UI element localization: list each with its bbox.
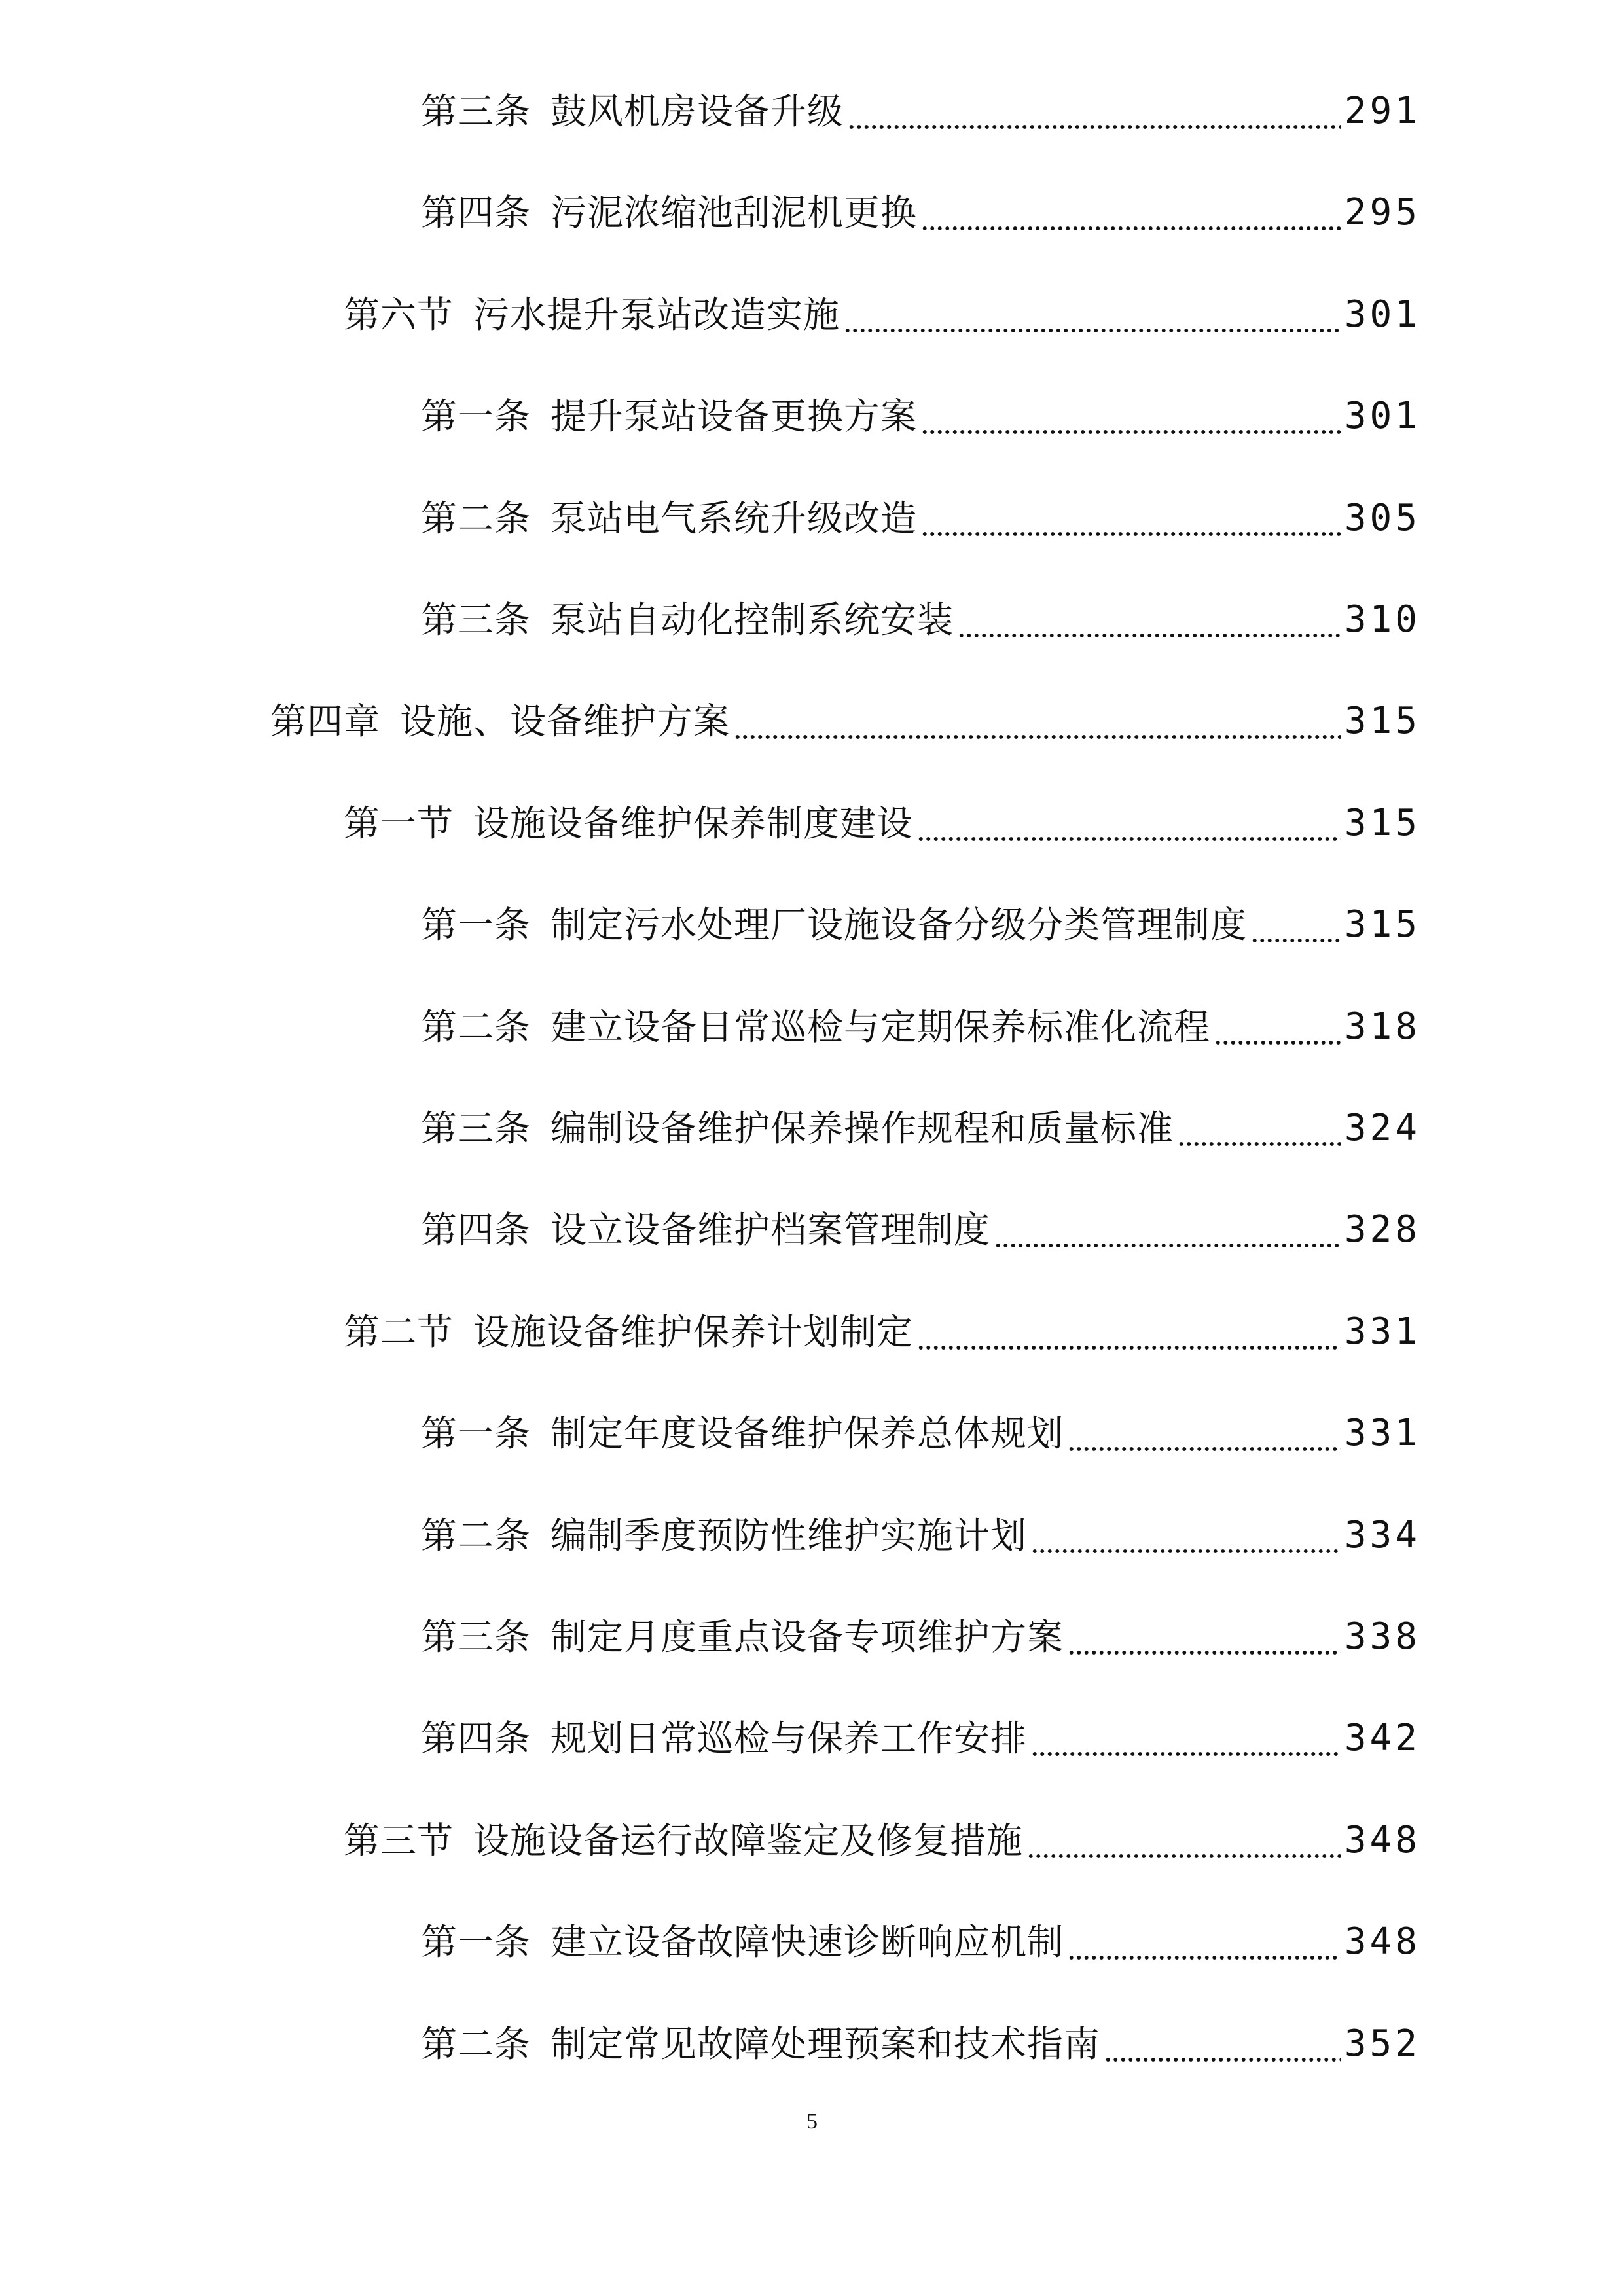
toc-entry-number: 第二条 xyxy=(421,497,532,539)
toc-entry[interactable] xyxy=(0,1798,1420,1863)
toc-entry-label xyxy=(421,190,917,236)
toc-entry[interactable] xyxy=(0,1187,1420,1253)
toc-entry[interactable] xyxy=(0,781,1420,846)
toc-entry-label xyxy=(421,1004,1210,1050)
toc-entry-page: 305 xyxy=(1344,497,1420,539)
toc-dot-leader xyxy=(958,597,1341,643)
toc-dot-leader xyxy=(917,800,1341,846)
toc-entry-label xyxy=(421,1105,1174,1151)
toc-dot-leader xyxy=(1068,1410,1341,1456)
toc-entry-label xyxy=(421,495,917,541)
toc-entry-page: 331 xyxy=(1344,1412,1420,1454)
toc-entry[interactable] xyxy=(0,577,1420,643)
toc-entry-title: 建立设备故障快速诊断响应机制 xyxy=(550,1921,1064,1963)
toc-entry-page: 315 xyxy=(1344,802,1420,844)
toc-entry-title: 编制季度预防性维护实施计划 xyxy=(550,1515,1028,1556)
toc-entry-page: 315 xyxy=(1344,903,1420,946)
toc-dot-leader xyxy=(921,495,1341,541)
toc-entry-title: 制定污水处理厂设施设备分级分类管理制度 xyxy=(550,904,1248,946)
toc-dot-leader xyxy=(994,1207,1341,1253)
toc-dot-leader xyxy=(848,88,1341,134)
toc-entry-title: 鼓风机房设备升级 xyxy=(550,90,844,132)
toc-dot-leader xyxy=(734,698,1341,744)
toc-entry-label xyxy=(421,1513,1027,1558)
toc-entry-page: 334 xyxy=(1344,1514,1420,1556)
toc-entry-label xyxy=(421,2021,1100,2067)
toc-entry-number: 第一条 xyxy=(421,395,532,437)
toc-entry-label xyxy=(421,1410,1064,1456)
toc-entry-title: 泵站自动化控制系统安装 xyxy=(550,599,954,641)
toc-entry-number: 第二节 xyxy=(344,1311,454,1353)
toc-entry-page: 348 xyxy=(1344,1920,1420,1963)
toc-entry-number: 第四条 xyxy=(421,1209,532,1251)
toc-entry-title: 编制设备维护保养操作规程和质量标准 xyxy=(550,1107,1174,1149)
toc-entry-title: 设施、设备维护方案 xyxy=(400,700,731,742)
toc-entry-page: 301 xyxy=(1344,395,1420,437)
toc-entry[interactable] xyxy=(0,1391,1420,1456)
toc-entry-title: 制定月度重点设备专项维护方案 xyxy=(550,1616,1064,1658)
toc-entry[interactable] xyxy=(0,272,1420,338)
toc-entry-page: 348 xyxy=(1344,1819,1420,1861)
toc-entry-title: 制定常见故障处理预案和技术指南 xyxy=(550,2023,1101,2065)
toc-entry-page: 342 xyxy=(1344,1717,1420,1759)
toc-entry-label xyxy=(344,800,913,846)
toc-entry-label xyxy=(421,88,844,134)
toc-dot-leader xyxy=(1027,1818,1341,1863)
toc-entry-number: 第四条 xyxy=(421,1717,532,1759)
toc-entry-title: 建立设备日常巡检与定期保养标准化流程 xyxy=(550,1006,1211,1048)
toc-entry[interactable] xyxy=(0,476,1420,541)
toc-entry-page: 315 xyxy=(1344,700,1420,742)
toc-entry[interactable] xyxy=(0,1289,1420,1355)
toc-entry-page: 310 xyxy=(1344,598,1420,641)
toc-entry-title: 泵站电气系统升级改造 xyxy=(550,497,918,539)
toc-entry-label xyxy=(344,1309,913,1355)
toc-entry-number: 第二条 xyxy=(421,2023,532,2065)
toc-entry-label xyxy=(421,1614,1064,1660)
toc-dot-leader xyxy=(1068,1614,1341,1660)
toc-entry-page: 301 xyxy=(1344,293,1420,336)
toc-entry[interactable] xyxy=(0,374,1420,439)
toc-entry-title: 提升泵站设备更换方案 xyxy=(550,395,918,437)
toc-entry-page: 324 xyxy=(1344,1107,1420,1149)
toc-entry-label xyxy=(421,1207,990,1253)
toc-entry-number: 第三条 xyxy=(421,1616,532,1658)
toc-entry-label xyxy=(421,1715,1027,1761)
toc-entry-title: 设施设备运行故障鉴定及修复措施 xyxy=(473,1820,1024,1861)
toc-entry-page: 295 xyxy=(1344,191,1420,234)
toc-entry-label xyxy=(421,902,1247,948)
toc-entry-label xyxy=(421,393,917,439)
toc-entry-label xyxy=(421,597,954,643)
toc-entry[interactable] xyxy=(0,1899,1420,1965)
toc-entry-label xyxy=(344,292,840,338)
toc-entry[interactable] xyxy=(0,2001,1420,2067)
toc-entry[interactable] xyxy=(0,882,1420,948)
toc-entry-number: 第三条 xyxy=(421,1107,532,1149)
toc-entry[interactable] xyxy=(0,679,1420,744)
toc-entry-number: 第二条 xyxy=(421,1515,532,1556)
toc-entry-label xyxy=(270,698,730,744)
toc-dot-leader xyxy=(1178,1105,1341,1151)
toc-entry-number: 第一条 xyxy=(421,904,532,946)
toc-dot-leader xyxy=(921,190,1341,236)
toc-dot-leader xyxy=(1214,1004,1341,1050)
toc-entry-page: 328 xyxy=(1344,1208,1420,1251)
toc-entry-number: 第三节 xyxy=(344,1820,454,1861)
toc-dot-leader xyxy=(1068,1919,1341,1965)
toc-entry[interactable] xyxy=(0,984,1420,1050)
toc-entry-page: 352 xyxy=(1344,2022,1420,2065)
toc-entry-number: 第二条 xyxy=(421,1006,532,1048)
toc-dot-leader xyxy=(921,393,1341,439)
toc-dot-leader xyxy=(917,1309,1341,1355)
page-number: 5 xyxy=(806,2109,818,2134)
toc-entry[interactable] xyxy=(0,1696,1420,1761)
toc-entry-title: 设施设备维护保养计划制定 xyxy=(473,1311,914,1353)
toc-entry-number: 第一条 xyxy=(421,1921,532,1963)
toc-entry[interactable] xyxy=(0,1086,1420,1151)
toc-entry-page: 291 xyxy=(1344,90,1420,132)
toc-entry-page: 318 xyxy=(1344,1005,1420,1048)
toc-entry-page: 331 xyxy=(1344,1310,1420,1353)
toc-dot-leader xyxy=(1031,1715,1341,1761)
toc-dot-leader xyxy=(1031,1513,1341,1558)
toc-entry-page: 338 xyxy=(1344,1615,1420,1658)
toc-entry-label xyxy=(344,1818,1023,1863)
toc-entry[interactable] xyxy=(0,1493,1420,1558)
toc-entry-number: 第六节 xyxy=(344,294,454,336)
toc-entry-number: 第一条 xyxy=(421,1412,532,1454)
toc-entry-number: 第四条 xyxy=(421,192,532,234)
toc-entry-label xyxy=(421,1919,1064,1965)
toc-dot-leader xyxy=(1251,902,1341,948)
toc-entry[interactable] xyxy=(0,170,1420,236)
toc-entry-title: 污泥浓缩池刮泥机更换 xyxy=(550,192,918,234)
toc-entry[interactable] xyxy=(0,1594,1420,1660)
toc-entry-number: 第四章 xyxy=(270,700,381,742)
toc-dot-leader xyxy=(1104,2021,1341,2067)
toc-entry-title: 制定年度设备维护保养总体规划 xyxy=(550,1412,1064,1454)
toc-entry-number: 第一节 xyxy=(344,802,454,844)
toc-entry-number: 第三条 xyxy=(421,599,532,641)
toc-entry-title: 污水提升泵站改造实施 xyxy=(473,294,840,336)
toc-entry-title: 规划日常巡检与保养工作安排 xyxy=(550,1717,1028,1759)
toc-entry-number: 第三条 xyxy=(421,90,532,132)
toc-dot-leader xyxy=(844,292,1341,338)
toc-entry[interactable] xyxy=(0,69,1420,134)
toc-entry-title: 设立设备维护档案管理制度 xyxy=(550,1209,991,1251)
toc-entry-title: 设施设备维护保养制度建设 xyxy=(473,802,914,844)
